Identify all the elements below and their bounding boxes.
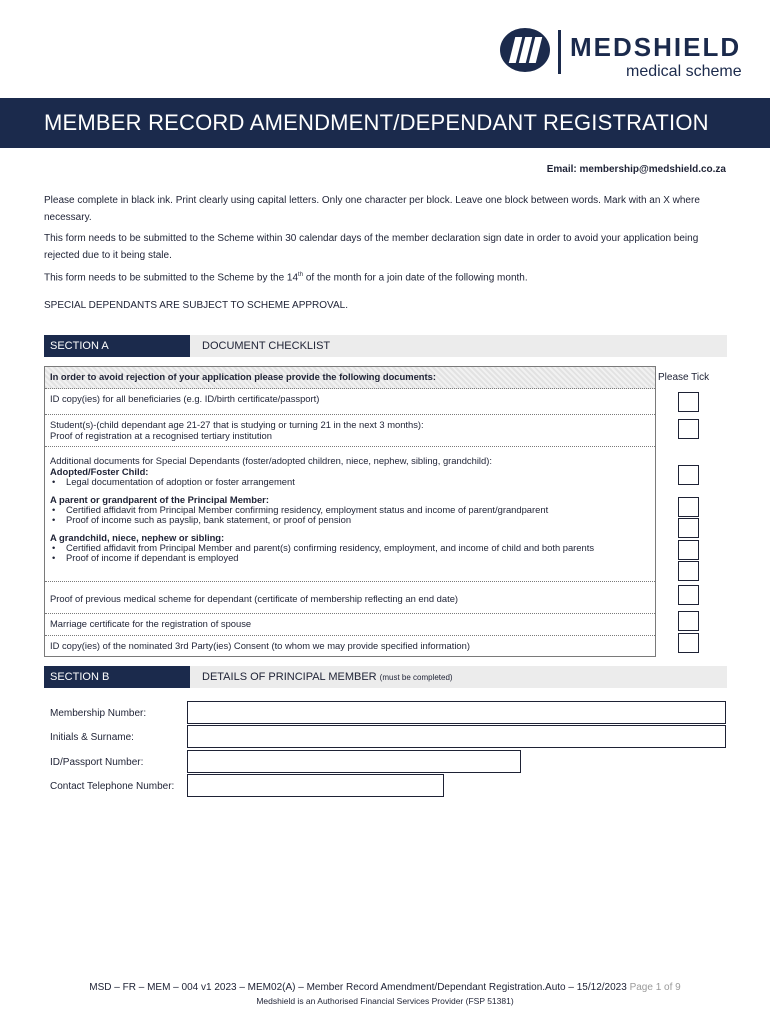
checklist-row-third-party — [45, 636, 655, 656]
medshield-logo — [500, 24, 750, 84]
please-tick-header: Please Tick — [658, 372, 710, 383]
logo-divider — [558, 30, 561, 74]
id-passport-label: ID/Passport Number: — [50, 757, 144, 768]
checklist-item-text: Student(s)-(child dependant age 21-27 that is studying or turning 21 in the next 3 months): — [50, 419, 424, 430]
brand-tagline: medical scheme — [626, 63, 742, 80]
grandchild-sibling-list — [50, 543, 650, 564]
form-title: MEMBER RECORD AMENDMENT/DEPENDANT REGISTRATION — [44, 110, 709, 135]
join-note-text: This form needs to be submitted to the Scheme by the 14 — [44, 272, 299, 284]
list-item: • Legal documentation of adoption or foster arrangement — [50, 477, 650, 488]
checklist-header-text: In order to avoid rejection of your application please provide the following documents: — [50, 371, 436, 382]
checklist-item-text: Proof of registration at a recognised tertiary institution — [50, 430, 272, 441]
tick-box-previous-scheme[interactable] — [678, 585, 699, 605]
parent-grandparent-heading: A parent or grandparent of the Principal Member: — [50, 493, 269, 505]
tick-box-parent-affidavit[interactable] — [678, 497, 699, 517]
document-reference: MSD – FR – MEM – 004 v1 2023 – MEM02(A) – Member Record Amendment/Dependant Registration.Auto – 15/12/2023 — [89, 982, 627, 993]
contact-telephone-field[interactable] — [187, 774, 444, 797]
section-a-header — [44, 335, 727, 357]
parent-grandparent-list — [50, 505, 650, 526]
adopted-foster-list — [50, 477, 650, 488]
list-item: • Certified affidavit from Principal Member and parent(s) confirming residency, employment, and income of child and both parents — [50, 543, 650, 554]
tick-box-id-copies[interactable] — [678, 392, 699, 412]
section-b-label: SECTION B — [44, 666, 190, 688]
medshield-logo-icon — [500, 28, 550, 72]
instruction-join-date — [44, 267, 714, 286]
initials-surname-field[interactable] — [187, 725, 726, 748]
adopted-foster-heading: Adopted/Foster Child: — [50, 466, 149, 477]
checklist-item-text: Additional documents for Special Dependants (foster/adopted children, niece, nephew, sibling, grandchild): — [50, 455, 492, 466]
tick-box-marriage[interactable] — [678, 611, 699, 631]
instruction-deadline: This form needs to be submitted to the Scheme within 30 calendar days of the member declaration sign date in order to avoid your application being rejected due to it being stale. — [44, 233, 699, 261]
initials-surname-label: Initials & Surname: — [50, 732, 134, 743]
checklist-row-id-copies — [45, 389, 655, 415]
checklist-row-marriage — [45, 614, 655, 636]
checklist-row-special-dependants — [45, 447, 655, 582]
tick-box-parent-income[interactable] — [678, 518, 699, 538]
id-passport-field[interactable] — [187, 750, 521, 773]
tick-box-grandchild-affidavit[interactable] — [678, 540, 699, 560]
section-b-title-text: DETAILS OF PRINCIPAL MEMBER — [202, 671, 377, 683]
checklist-item-text: ID copy(ies) of the nominated 3rd Party(ies) Consent (to whom we may provide specified information) — [50, 640, 470, 651]
checklist-row-previous-scheme — [45, 582, 655, 614]
join-note-text-end: of the month for a join date of the following month. — [303, 272, 528, 284]
tick-box-third-party[interactable] — [678, 633, 699, 653]
section-a-label: SECTION A — [44, 335, 190, 357]
footer-fsp-notice: Medshield is an Authorised Financial Services Provider (FSP 51381) — [256, 996, 514, 1006]
brand-name: MEDSHIELD — [570, 32, 742, 62]
list-item: • Proof of income such as payslip, bank statement, or proof of pension — [50, 515, 650, 526]
special-dependants-note: SPECIAL DEPENDANTS ARE SUBJECT TO SCHEME APPROVAL. — [44, 300, 348, 311]
contact-telephone-label: Contact Telephone Number: — [50, 781, 175, 792]
checklist-item-text: ID copy(ies) for all beneficiaries (e.g. ID/birth certificate/passport) — [50, 393, 320, 404]
tick-box-grandchild-income[interactable] — [678, 561, 699, 581]
list-item: • Certified affidavit from Principal Member confirming residency, employment status and income of parent/grandparent — [50, 505, 650, 516]
section-b-title — [190, 666, 727, 688]
join-note-superscript: th — [298, 272, 304, 278]
section-a-title: DOCUMENT CHECKLIST — [190, 335, 727, 357]
contact-email: Email: membership@medshield.co.za — [546, 164, 726, 175]
tick-box-students[interactable] — [678, 419, 699, 439]
section-b-header — [44, 666, 727, 688]
document-checklist-table — [44, 366, 656, 657]
tick-box-adopted-foster[interactable] — [678, 465, 699, 485]
checklist-item-text: Proof of previous medical scheme for dependant (certificate of membership reflecting an end date) — [50, 593, 459, 604]
footer-doc-reference — [0, 982, 770, 993]
title-band — [0, 98, 770, 148]
page-number: Page 1 of 9 — [629, 982, 681, 993]
checklist-header-row — [45, 367, 655, 389]
grandchild-sibling-heading: A grandchild, niece, nephew or sibling: — [50, 531, 225, 543]
section-b-title-note: (must be completed) — [379, 673, 453, 682]
membership-number-label: Membership Number: — [50, 708, 147, 719]
list-item: • Proof of income if dependant is employed — [50, 553, 650, 564]
checklist-row-students — [45, 415, 655, 447]
checklist-item-text: Marriage certificate for the registration of spouse — [50, 618, 252, 629]
membership-number-field[interactable] — [187, 701, 726, 724]
instruction-ink: Please complete in black ink. Print clearly using capital letters. Only one character per block. Leave one block between words. Mark with an X where necessary. — [44, 195, 700, 223]
